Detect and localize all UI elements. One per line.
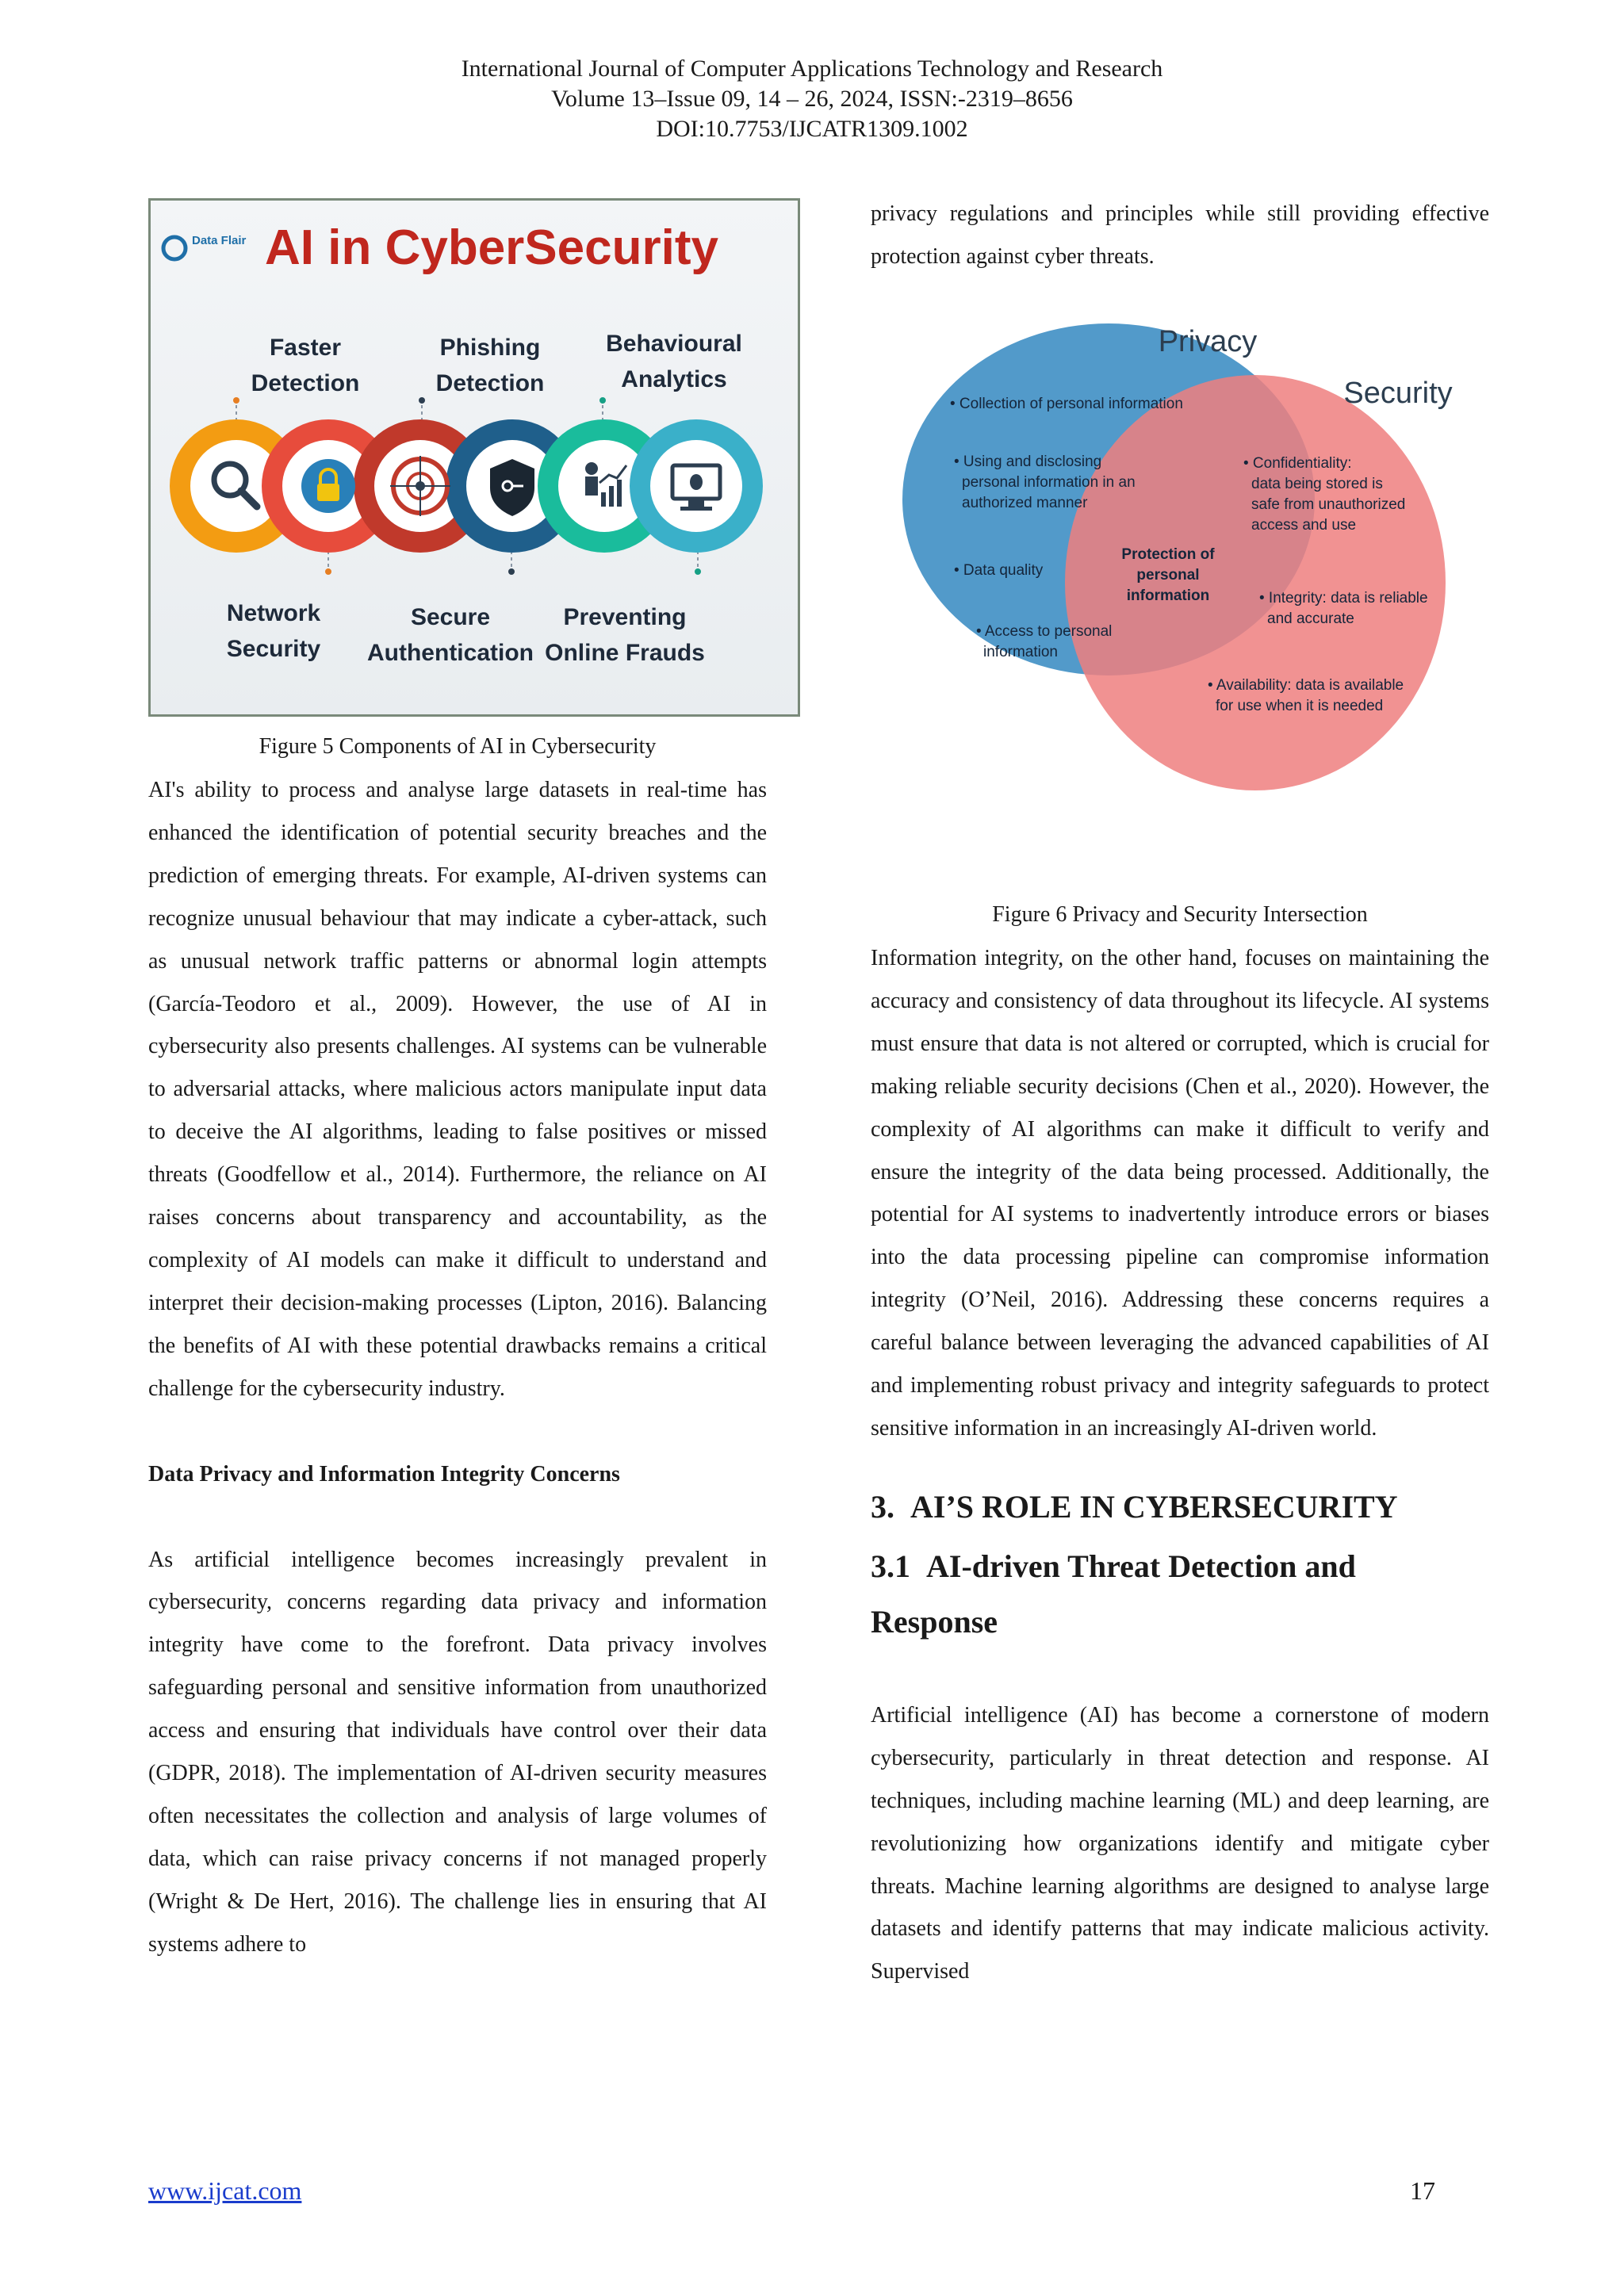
label-online-frauds: Online Frauds [545,640,705,666]
paragraph-ai-cornerstone: Artificial intelligence (AI) has become a cornerstone of modern cybersecurity, particularly in threat detection and response. AI techniques, including machine learning (ML) and deep learning, are revolutionizing how organizations identify and mitigate cyber threats. Machine learning algorithms are designed to analyse large datasets and identify patterns that may indicate malicious activity. Supervised [871,1702,1489,1984]
figure-5-image [148,198,800,717]
label-security: Security [226,636,321,662]
label-analytics: Analytics [621,366,727,392]
intersection-line-2: personal [1136,567,1200,584]
running-header [0,54,1624,144]
journal-volume: Volume 13–Issue 09, 14 – 26, 2024, ISSN:-2319–8656 [551,86,1073,112]
figure-6-venn-diagram [871,317,1489,825]
paragraph-ai-ability: AI's ability to process and analyse large datasets in real-time has enhanced the identification of potential security breaches and the prediction of emerging threats. For example, AI-driven systems can recognize unusual behaviour that may indicate a cyber-attack, such as unusual network traffic patterns or abnormal login attempts (García-Teodoro et al., 2009). However, the use of AI in cybersecurity also presents challenges. AI systems can be vulnerable to adversarial attacks, where malicious actors manipulate input data to deceive the AI algorithms, leading to false positives or missed threats (Goodfellow et al., 2014). Furthermore, the reliance on AI raises concerns about transparency and accountability, as the complexity of AI models can make it difficult to understand and interpret their decision-making processes (Lipton, 2016). Balancing the benefits of AI with these potential drawbacks remains a critical challenge for the cybersecurity industry. [148,778,767,1401]
label-preventing: Preventing [563,604,687,630]
subsection-title-line-1: AI-driven Threat Detection and [926,1548,1356,1584]
paragraph-information-integrity: Information integrity, on the other hand, focuses on maintaining the accuracy and consistency of data throughout its lifecycle. AI systems must ensure that data is not altered or corrupted, which is crucial for making reliable security decisions (Chen et al., 2020). However, the complexity of AI algorithms can make it difficult to verify and ensure the integrity of the data being processed. Additionally, the potential for AI systems to inadvertently introduce errors or biases into the data processing pipeline can compromise information integrity (O’Neil, 2016). Addressing these concerns requires a careful balance between leveraging the advanced capabilities of AI and implementing robust privacy and integrity safeguards to protect sensitive information in an increasingly AI-driven world. [871,946,1489,1441]
left-column [148,769,767,1966]
label-detection-1: Detection [251,370,360,396]
security-item-confidentiality-4: access and use [1251,517,1357,534]
paragraph-data-privacy: As artificial intelligence becomes increasingly prevalent in cybersecurity, concerns regarding data privacy and information integrity have come to the forefront. Data privacy involves safeguarding personal and sensitive information from unauthorized access and ensuring that individuals have control over their data (GDPR, 2018). The implementation of AI-driven security measures often necessitates the collection and analysis of large volumes of data, which can raise privacy concerns if not managed properly (Wright & De Hert, 2016). The challenge lies in ensuring that AI systems adhere to [148,1547,767,1957]
figure-5-title: AI in CyberSecurity [265,220,718,275]
lock-icon [301,459,355,513]
privacy-item-using-1: • Using and disclosing [954,453,1102,470]
journal-doi: DOI:10.7753/IJCATR1309.1002 [656,116,968,142]
security-circle [1065,375,1446,790]
security-title: Security [1343,377,1453,410]
security-item-confidentiality-1: • Confidentiality: [1243,455,1352,472]
privacy-title: Privacy [1158,325,1258,358]
intersection-line-1: Protection of [1121,546,1215,563]
paragraph-privacy-regulations: privacy regulations and principles while still providing effective protection against cyber threats. [871,201,1489,269]
security-item-confidentiality-3: safe from unauthorized [1251,496,1406,513]
security-item-integrity-1: • Integrity: data is reliable [1259,590,1428,607]
security-item-integrity-2: and accurate [1267,610,1354,627]
figure-5-caption: Figure 5 Components of AI in Cybersecurity [259,734,657,759]
security-item-availability-1: • Availability: data is available [1208,677,1404,694]
figure-6-caption: Figure 6 Privacy and Security Intersection [992,902,1368,927]
privacy-item-using-3: authorized manner [962,495,1088,511]
subsection-3-1-heading [871,1539,1489,1650]
subsection-number: 3.1 [871,1548,910,1584]
page-number: 17 [1410,2176,1435,2205]
privacy-item-using-2: personal information in an [962,474,1136,491]
label-secure: Secure [410,604,491,630]
section-title: AI’S ROLE IN CYBERSECURITY [910,1488,1398,1525]
label-detection-2: Detection [435,370,545,396]
privacy-item-collection: • Collection of personal information [950,396,1183,412]
privacy-item-access-2: information [983,644,1058,660]
label-authentication: Authentication [367,640,534,666]
right-column-top [871,193,1489,278]
journal-title: International Journal of Computer Applications Technology and Research [461,55,1163,82]
label-network: Network [226,600,321,626]
security-item-confidentiality-2: data being stored is [1251,476,1383,492]
logo-text: Data Flair [192,234,247,247]
security-item-availability-2: for use when it is needed [1216,698,1384,714]
subheading-data-privacy: Data Privacy and Information Integrity Concerns [148,1461,620,1487]
label-phishing: Phishing [439,335,541,361]
subsection-title-line-2: Response [871,1603,998,1640]
section-3-heading [871,1485,1489,1529]
website-link[interactable]: www.ijcat.com [148,2176,302,2205]
intersection-line-3: information [1126,587,1210,604]
label-behavioural: Behavioural [606,331,742,357]
right-column-body [871,937,1489,1993]
privacy-item-quality: • Data quality [954,562,1044,579]
section-number: 3. [871,1488,894,1525]
privacy-item-access-1: • Access to personal [976,623,1113,640]
label-faster: Faster [269,335,342,361]
